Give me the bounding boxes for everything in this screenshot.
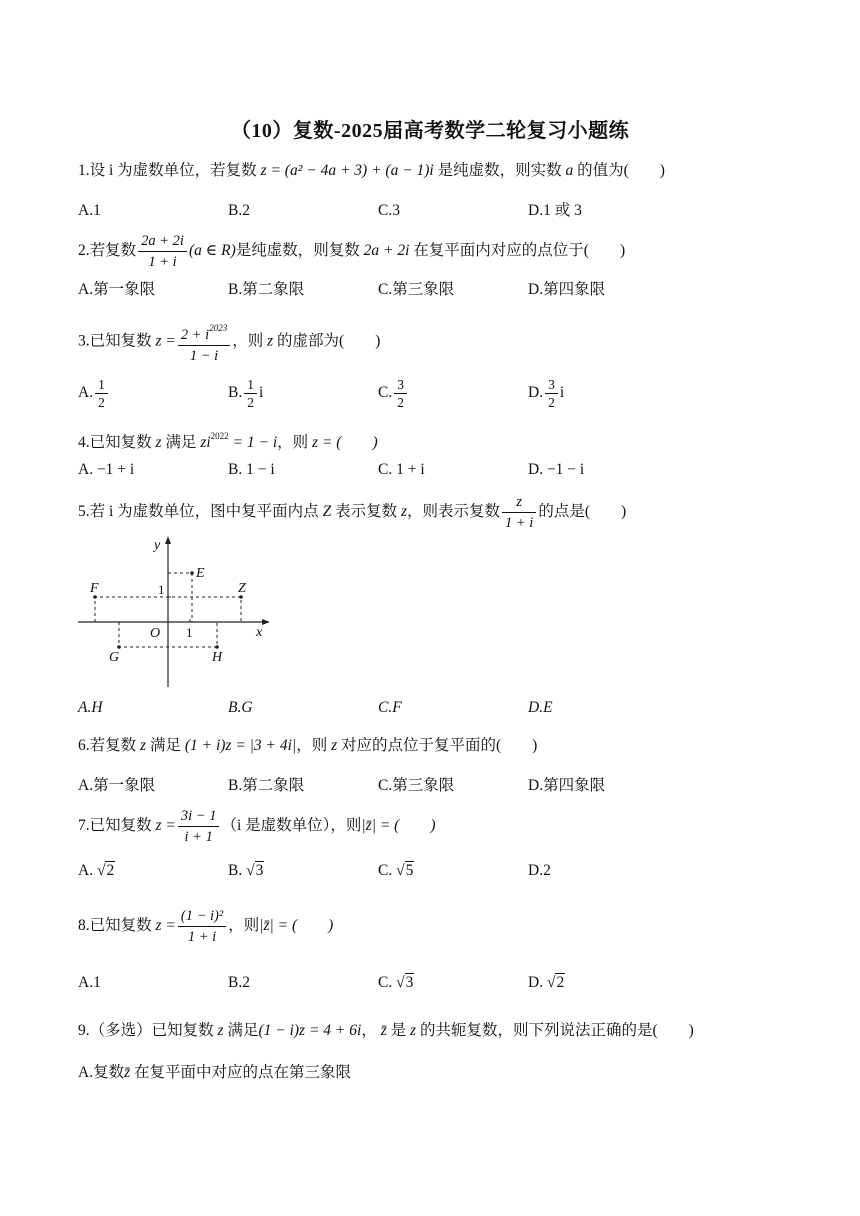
q7-stem: 7.已知复数 bbox=[78, 817, 152, 834]
x-axis-arrow bbox=[262, 619, 270, 625]
question-6 bbox=[78, 735, 537, 757]
q6-stem: 6.若复数 bbox=[78, 737, 137, 754]
q1-options bbox=[78, 200, 798, 222]
y-axis-arrow bbox=[165, 536, 171, 544]
q6-stem-c: ，则 bbox=[296, 737, 328, 754]
question-8 bbox=[78, 904, 333, 948]
q2-stem-b: 是纯虚数，则复数 bbox=[235, 242, 360, 259]
q9-option-a-rest: 在复平面中对应的点在第三象限 bbox=[134, 1064, 352, 1081]
q4-stem-b: 满足 bbox=[165, 434, 197, 451]
q7-frac-den: i + 1 bbox=[184, 828, 213, 845]
label-origin: O bbox=[150, 626, 161, 641]
q9-stem-e: 的共轭复数，则下列说法正确的是( ) bbox=[419, 1022, 694, 1039]
q8-frac-den: 1 + i bbox=[187, 928, 217, 945]
q9-stem: 9.（多选）已知复数 bbox=[78, 1022, 214, 1039]
q7-fraction bbox=[178, 806, 220, 847]
q8-option-b: B.2 bbox=[228, 974, 250, 991]
q2-stem: 2.若复数 bbox=[78, 242, 137, 259]
q8-options bbox=[78, 972, 798, 994]
q4-option-c: C. 1 + i bbox=[378, 461, 425, 478]
q3-stem-c: 的虚部为( ) bbox=[277, 332, 381, 350]
question-2 bbox=[78, 229, 625, 273]
q3-stem: 3.已知复数 bbox=[78, 332, 152, 350]
q8-option-a: A.1 bbox=[78, 974, 101, 991]
q9-option-a-conj: z̄ bbox=[124, 1064, 131, 1081]
q5-stem: 5.若 i 为虚数单位，图中复平面内点 bbox=[78, 503, 319, 520]
q1-var: a bbox=[565, 162, 574, 179]
q5-frac-den: 1 + i bbox=[505, 514, 534, 531]
q5-stem-c: ，则表示复数 bbox=[407, 503, 501, 520]
q1-option-a: A.1 bbox=[78, 202, 101, 219]
q5-option-a: A.H bbox=[78, 699, 103, 716]
q7-frac-num: 3i − 1 bbox=[178, 806, 220, 827]
q6-stem-b: 满足 bbox=[149, 737, 181, 754]
q9-stem-c: ， bbox=[361, 1022, 377, 1039]
q6-option-b: B.第二象限 bbox=[228, 777, 305, 794]
q3-options bbox=[78, 376, 798, 418]
q4-options bbox=[78, 459, 798, 481]
q9-option-a-prefix: A.复数 bbox=[78, 1064, 125, 1081]
q3-stem-b: ，则 bbox=[232, 332, 264, 350]
q3-fraction bbox=[178, 318, 230, 366]
q5-option-d: D.E bbox=[528, 699, 553, 716]
q3-option-a: A. $\frac{1}{2}$ bbox=[78, 376, 110, 411]
q2-frac-den: 1 + i bbox=[148, 253, 177, 270]
q4-stem-c: ，则 bbox=[277, 434, 309, 451]
q6-var2: z bbox=[331, 737, 338, 754]
point-h bbox=[215, 645, 219, 649]
q2-stem-c: 在复平面内对应的点位于( ) bbox=[413, 242, 626, 259]
q2-fraction bbox=[138, 231, 187, 272]
q6-option-a: A.第一象限 bbox=[78, 777, 156, 794]
q8-stem-b: ，则 bbox=[228, 917, 260, 934]
q4-formula-a: zi bbox=[200, 434, 211, 451]
complex-plane-figure bbox=[78, 532, 278, 692]
q2-option-a: A.第一象限 bbox=[78, 281, 156, 298]
question-5 bbox=[78, 490, 626, 534]
label-h: H bbox=[212, 650, 223, 665]
q9-option-a bbox=[78, 1062, 351, 1084]
q3-option-c: C. $\frac{3}{2}$ bbox=[378, 376, 409, 411]
q5-option-c: C.F bbox=[378, 699, 402, 716]
point-g bbox=[117, 645, 121, 649]
q8-option-c: C. √3 bbox=[378, 974, 414, 991]
q8-fraction bbox=[178, 906, 226, 947]
q4-option-a: A. −1 + i bbox=[78, 461, 135, 478]
q5-options bbox=[78, 697, 798, 719]
q3-lhs: z = bbox=[155, 332, 176, 350]
q1-formula: z = (a² − 4a + 3) + (a − 1)i bbox=[260, 162, 434, 179]
q9-stem-d: 是 bbox=[390, 1022, 407, 1039]
q7-option-d: D.2 bbox=[528, 862, 551, 879]
q2-option-d: D.第四象限 bbox=[528, 281, 606, 298]
label-z: Z bbox=[238, 581, 246, 596]
q4-option-b: B. 1 − i bbox=[228, 461, 275, 478]
q9-formula: (1 − i)z = 4 + 6i bbox=[258, 1022, 362, 1039]
q3-frac-den: 1 − i bbox=[189, 348, 219, 364]
q4-option-d: D. −1 − i bbox=[528, 461, 585, 478]
q9-var2: z bbox=[410, 1022, 417, 1039]
q4-exponent: 2022 bbox=[210, 431, 229, 441]
q2-options bbox=[78, 279, 798, 301]
q2-condition: (a ∈ R) bbox=[188, 242, 236, 259]
q7-options bbox=[78, 860, 798, 882]
label-y-one: 1 bbox=[158, 582, 165, 597]
q7-lhs: z = bbox=[155, 817, 176, 834]
label-x-one: 1 bbox=[186, 625, 193, 640]
q7-option-a: A. √2 bbox=[78, 862, 115, 879]
q6-var: z bbox=[140, 737, 147, 754]
q6-option-d: D.第四象限 bbox=[528, 777, 606, 794]
q7-ask: |z̄| = ( ) bbox=[361, 817, 436, 834]
q4-var: z bbox=[155, 434, 162, 451]
q8-option-d: D. √2 bbox=[528, 974, 565, 991]
label-x: x bbox=[256, 625, 263, 640]
q6-option-c: C.第三象限 bbox=[378, 777, 455, 794]
q7-option-b: B. √3 bbox=[228, 862, 264, 879]
question-1 bbox=[78, 160, 665, 182]
q2-option-c: C.第三象限 bbox=[378, 281, 455, 298]
q5-point: Z bbox=[322, 503, 332, 520]
q1-option-d: D.1 或 3 bbox=[528, 202, 582, 219]
q3-option-d: D. $\frac{3}{2}$ i bbox=[528, 377, 565, 410]
q3-var: z bbox=[267, 332, 274, 350]
q1-stem: 1.设 i 为虚数单位，若复数 bbox=[78, 162, 257, 179]
label-f: F bbox=[90, 581, 99, 596]
q9-stem-b: 满足 bbox=[227, 1022, 259, 1039]
question-3 bbox=[78, 318, 380, 366]
q5-fraction bbox=[502, 492, 536, 533]
q6-options bbox=[78, 775, 798, 797]
q3-frac-num: 2 + i bbox=[180, 327, 210, 343]
q8-lhs: z = bbox=[155, 917, 176, 934]
question-4 bbox=[78, 425, 378, 454]
q8-frac-num: (1 − i)² bbox=[178, 906, 226, 927]
q1-stem-b: 是纯虚数，则实数 bbox=[437, 162, 562, 179]
q6-stem-d: 对应的点位于复平面的( ) bbox=[341, 737, 538, 754]
q5-option-b: B.G bbox=[228, 699, 253, 716]
q1-option-c: C.3 bbox=[378, 202, 400, 219]
q9-conj: z̄ bbox=[380, 1022, 387, 1039]
q1-option-b: B.2 bbox=[228, 202, 250, 219]
q5-var: z bbox=[400, 503, 407, 520]
label-e: E bbox=[196, 566, 205, 581]
q6-formula: (1 + i)z = |3 + 4i| bbox=[184, 737, 297, 754]
point-e bbox=[190, 571, 194, 575]
q5-frac-num: z bbox=[502, 492, 536, 513]
q2-option-b: B.第二象限 bbox=[228, 281, 305, 298]
q3-option-b: B. $\frac{1}{2}$ i bbox=[228, 377, 264, 410]
q1-stem-c: 的值为( ) bbox=[577, 162, 665, 179]
q5-stem-b: 表示复数 bbox=[335, 503, 398, 520]
q5-stem-d: 的点是( ) bbox=[538, 503, 627, 520]
question-9 bbox=[78, 1020, 694, 1042]
q2-expr: 2a + 2i bbox=[363, 242, 410, 259]
q8-ask: |z̄| = ( ) bbox=[259, 917, 334, 934]
q4-formula-b: = 1 − i bbox=[232, 434, 278, 451]
q4-ask: z = ( ) bbox=[312, 434, 378, 451]
q9-var: z bbox=[217, 1022, 224, 1039]
question-7 bbox=[78, 804, 436, 848]
q3-exponent: 2023 bbox=[209, 323, 228, 333]
q8-stem: 8.已知复数 bbox=[78, 917, 152, 934]
label-g: G bbox=[109, 650, 120, 665]
q4-stem: 4.已知复数 bbox=[78, 434, 152, 451]
q7-option-c: C. √5 bbox=[378, 862, 414, 879]
q7-stem-b: （i 是虚数单位），则 bbox=[221, 817, 362, 834]
page-title: （10）复数-2025届高考数学二轮复习小题练 bbox=[230, 120, 630, 142]
label-y: y bbox=[154, 538, 161, 553]
q2-frac-num: 2a + 2i bbox=[138, 231, 187, 252]
